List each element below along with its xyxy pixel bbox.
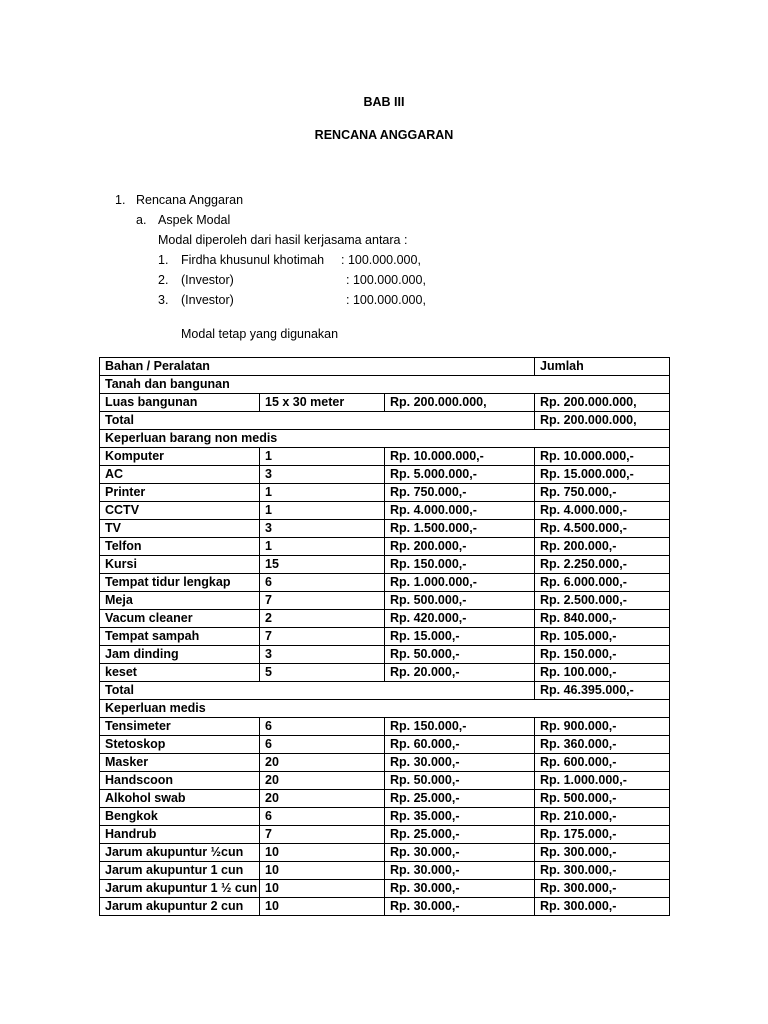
item-total: Rp. 900.000,- (535, 718, 670, 736)
item-name: Handrub (100, 826, 260, 844)
item-quantity: 6 (260, 808, 385, 826)
budget-table (99, 357, 670, 916)
table-row (100, 610, 670, 628)
table-row (100, 592, 670, 610)
item-total: Rp. 4.500.000,- (535, 520, 670, 538)
table-row (100, 898, 670, 916)
table-row (100, 574, 670, 592)
item-total: Rp. 100.000,- (535, 664, 670, 682)
item-quantity: 20 (260, 754, 385, 772)
section-number: 1. (115, 193, 126, 207)
item-name: TV (100, 520, 260, 538)
item-name: Bengkok (100, 808, 260, 826)
item-quantity: 1 (260, 538, 385, 556)
item-unit-price: Rp. 5.000.000,- (385, 466, 535, 484)
item-name: Alkohol swab (100, 790, 260, 808)
item-unit-price: Rp. 35.000,- (385, 808, 535, 826)
item-unit-price: Rp. 25.000,- (385, 790, 535, 808)
item-name: Telfon (100, 538, 260, 556)
item-quantity: 10 (260, 844, 385, 862)
item-total: Rp. 105.000,- (535, 628, 670, 646)
table-row (100, 880, 670, 898)
item-quantity: 3 (260, 646, 385, 664)
item-unit-price: Rp. 30.000,- (385, 844, 535, 862)
investor-number: 3. (158, 293, 169, 307)
item-total: Rp. 840.000,- (535, 610, 670, 628)
item-name: Jarum akupuntur 1 ½ cun (100, 880, 260, 898)
item-unit-price: Rp. 4.000.000,- (385, 502, 535, 520)
item-quantity: 3 (260, 520, 385, 538)
item-name: Luas bangunan (100, 394, 260, 412)
table-section-row (100, 376, 670, 394)
item-quantity: 6 (260, 736, 385, 754)
total-label: Total (100, 682, 535, 700)
item-name: Komputer (100, 448, 260, 466)
item-quantity: 6 (260, 718, 385, 736)
investor-name: (Investor) (181, 273, 234, 287)
table-row (100, 538, 670, 556)
item-name: AC (100, 466, 260, 484)
item-name: Vacum cleaner (100, 610, 260, 628)
item-unit-price: Rp. 50.000,- (385, 772, 535, 790)
header-item: Bahan / Peralatan (100, 358, 535, 376)
table-section-row (100, 700, 670, 718)
item-unit-price: Rp. 10.000.000,- (385, 448, 535, 466)
item-unit-price: Rp. 25.000,- (385, 826, 535, 844)
item-unit-price: Rp. 200.000.000, (385, 394, 535, 412)
table-header-row (100, 358, 670, 376)
item-total: Rp. 2.500.000,- (535, 592, 670, 610)
chapter-title: RENCANA ANGGARAN (314, 128, 454, 142)
item-quantity: 3 (260, 466, 385, 484)
item-unit-price: Rp. 200.000,- (385, 538, 535, 556)
item-name: Kursi (100, 556, 260, 574)
item-name: Masker (100, 754, 260, 772)
table-row (100, 394, 670, 412)
table-total-row (100, 412, 670, 430)
investor-name: (Investor) (181, 293, 234, 307)
item-unit-price: Rp. 30.000,- (385, 862, 535, 880)
item-quantity: 7 (260, 628, 385, 646)
item-unit-price: Rp. 50.000,- (385, 646, 535, 664)
item-unit-price: Rp. 150.000,- (385, 718, 535, 736)
item-total: Rp. 6.000.000,- (535, 574, 670, 592)
item-quantity: 20 (260, 790, 385, 808)
table-row (100, 826, 670, 844)
item-unit-price: Rp. 30.000,- (385, 880, 535, 898)
investor-amount: : 100.000.000, (346, 273, 426, 287)
item-quantity: 2 (260, 610, 385, 628)
table-row (100, 790, 670, 808)
item-total: Rp. 200.000.000, (535, 394, 670, 412)
item-total: Rp. 500.000,- (535, 790, 670, 808)
item-unit-price: Rp. 20.000,- (385, 664, 535, 682)
section-title: Rencana Anggaran (136, 193, 244, 207)
item-total: Rp. 750.000,- (535, 484, 670, 502)
table-caption: Modal tetap yang digunakan (181, 327, 339, 341)
item-name: Jarum akupuntur 2 cun (100, 898, 260, 916)
item-quantity: 15 (260, 556, 385, 574)
item-total: Rp. 300.000,- (535, 898, 670, 916)
table-row (100, 664, 670, 682)
item-name: Printer (100, 484, 260, 502)
item-quantity: 10 (260, 898, 385, 916)
item-name: keset (100, 664, 260, 682)
table-row (100, 754, 670, 772)
item-quantity: 6 (260, 574, 385, 592)
section-label: Tanah dan bangunan (100, 376, 670, 394)
item-total: Rp. 600.000,- (535, 754, 670, 772)
investor-name: Firdha khusunul khotimah (181, 253, 325, 267)
total-amount: Rp. 46.395.000,- (535, 682, 670, 700)
subsection-letter: a. (136, 213, 147, 227)
item-unit-price: Rp. 60.000,- (385, 736, 535, 754)
table-section-row (100, 430, 670, 448)
table-row (100, 862, 670, 880)
header-amount: Jumlah (535, 358, 670, 376)
investor-amount: : 100.000.000, (341, 253, 421, 267)
item-total: Rp. 2.250.000,- (535, 556, 670, 574)
item-name: Stetoskop (100, 736, 260, 754)
item-name: Tempat tidur lengkap (100, 574, 260, 592)
item-unit-price: Rp. 420.000,- (385, 610, 535, 628)
item-unit-price: Rp. 1.500.000,- (385, 520, 535, 538)
section-label: Keperluan medis (100, 700, 670, 718)
item-name: Tensimeter (100, 718, 260, 736)
item-total: Rp. 1.000.000,- (535, 772, 670, 790)
item-name: CCTV (100, 502, 260, 520)
item-quantity: 7 (260, 826, 385, 844)
item-quantity: 5 (260, 664, 385, 682)
item-name: Jarum akupuntur 1 cun (100, 862, 260, 880)
item-name: Meja (100, 592, 260, 610)
item-unit-price: Rp. 30.000,- (385, 754, 535, 772)
item-name: Tempat sampah (100, 628, 260, 646)
item-quantity: 10 (260, 862, 385, 880)
table-row (100, 448, 670, 466)
item-name: Handscoon (100, 772, 260, 790)
item-unit-price: Rp. 750.000,- (385, 484, 535, 502)
item-name: Jarum akupuntur ½cun (100, 844, 260, 862)
item-total: Rp. 300.000,- (535, 844, 670, 862)
investor-amount: : 100.000.000, (346, 293, 426, 307)
table-row (100, 484, 670, 502)
table-row (100, 808, 670, 826)
item-total: Rp. 210.000,- (535, 808, 670, 826)
table-row (100, 844, 670, 862)
item-quantity: 1 (260, 502, 385, 520)
item-total: Rp. 300.000,- (535, 880, 670, 898)
total-label: Total (100, 412, 535, 430)
table-row (100, 718, 670, 736)
section-label: Keperluan barang non medis (100, 430, 670, 448)
item-total: Rp. 4.000.000,- (535, 502, 670, 520)
item-name: Jam dinding (100, 646, 260, 664)
total-amount: Rp. 200.000.000, (535, 412, 670, 430)
item-total: Rp. 150.000,- (535, 646, 670, 664)
item-quantity: 15 x 30 meter (260, 394, 385, 412)
table-row (100, 520, 670, 538)
item-quantity: 1 (260, 448, 385, 466)
table-row (100, 772, 670, 790)
item-total: Rp. 10.000.000,- (535, 448, 670, 466)
item-total: Rp. 300.000,- (535, 862, 670, 880)
item-unit-price: Rp. 15.000,- (385, 628, 535, 646)
table-row (100, 466, 670, 484)
table-row (100, 556, 670, 574)
item-quantity: 1 (260, 484, 385, 502)
budget-table-body (100, 358, 670, 916)
table-total-row (100, 682, 670, 700)
table-row (100, 628, 670, 646)
subsection-title: Aspek Modal (158, 213, 231, 227)
item-unit-price: Rp. 1.000.000,- (385, 574, 535, 592)
item-quantity: 10 (260, 880, 385, 898)
chapter-heading: BAB III (363, 95, 405, 109)
item-unit-price: Rp. 500.000,- (385, 592, 535, 610)
item-total: Rp. 200.000,- (535, 538, 670, 556)
investor-number: 1. (158, 253, 169, 267)
capital-intro: Modal diperoleh dari hasil kerjasama antara : (158, 233, 408, 247)
table-row (100, 646, 670, 664)
item-quantity: 20 (260, 772, 385, 790)
item-total: Rp. 360.000,- (535, 736, 670, 754)
table-row (100, 736, 670, 754)
item-unit-price: Rp. 30.000,- (385, 898, 535, 916)
item-total: Rp. 15.000.000,- (535, 466, 670, 484)
item-total: Rp. 175.000,- (535, 826, 670, 844)
item-quantity: 7 (260, 592, 385, 610)
table-row (100, 502, 670, 520)
investor-number: 2. (158, 273, 169, 287)
item-unit-price: Rp. 150.000,- (385, 556, 535, 574)
